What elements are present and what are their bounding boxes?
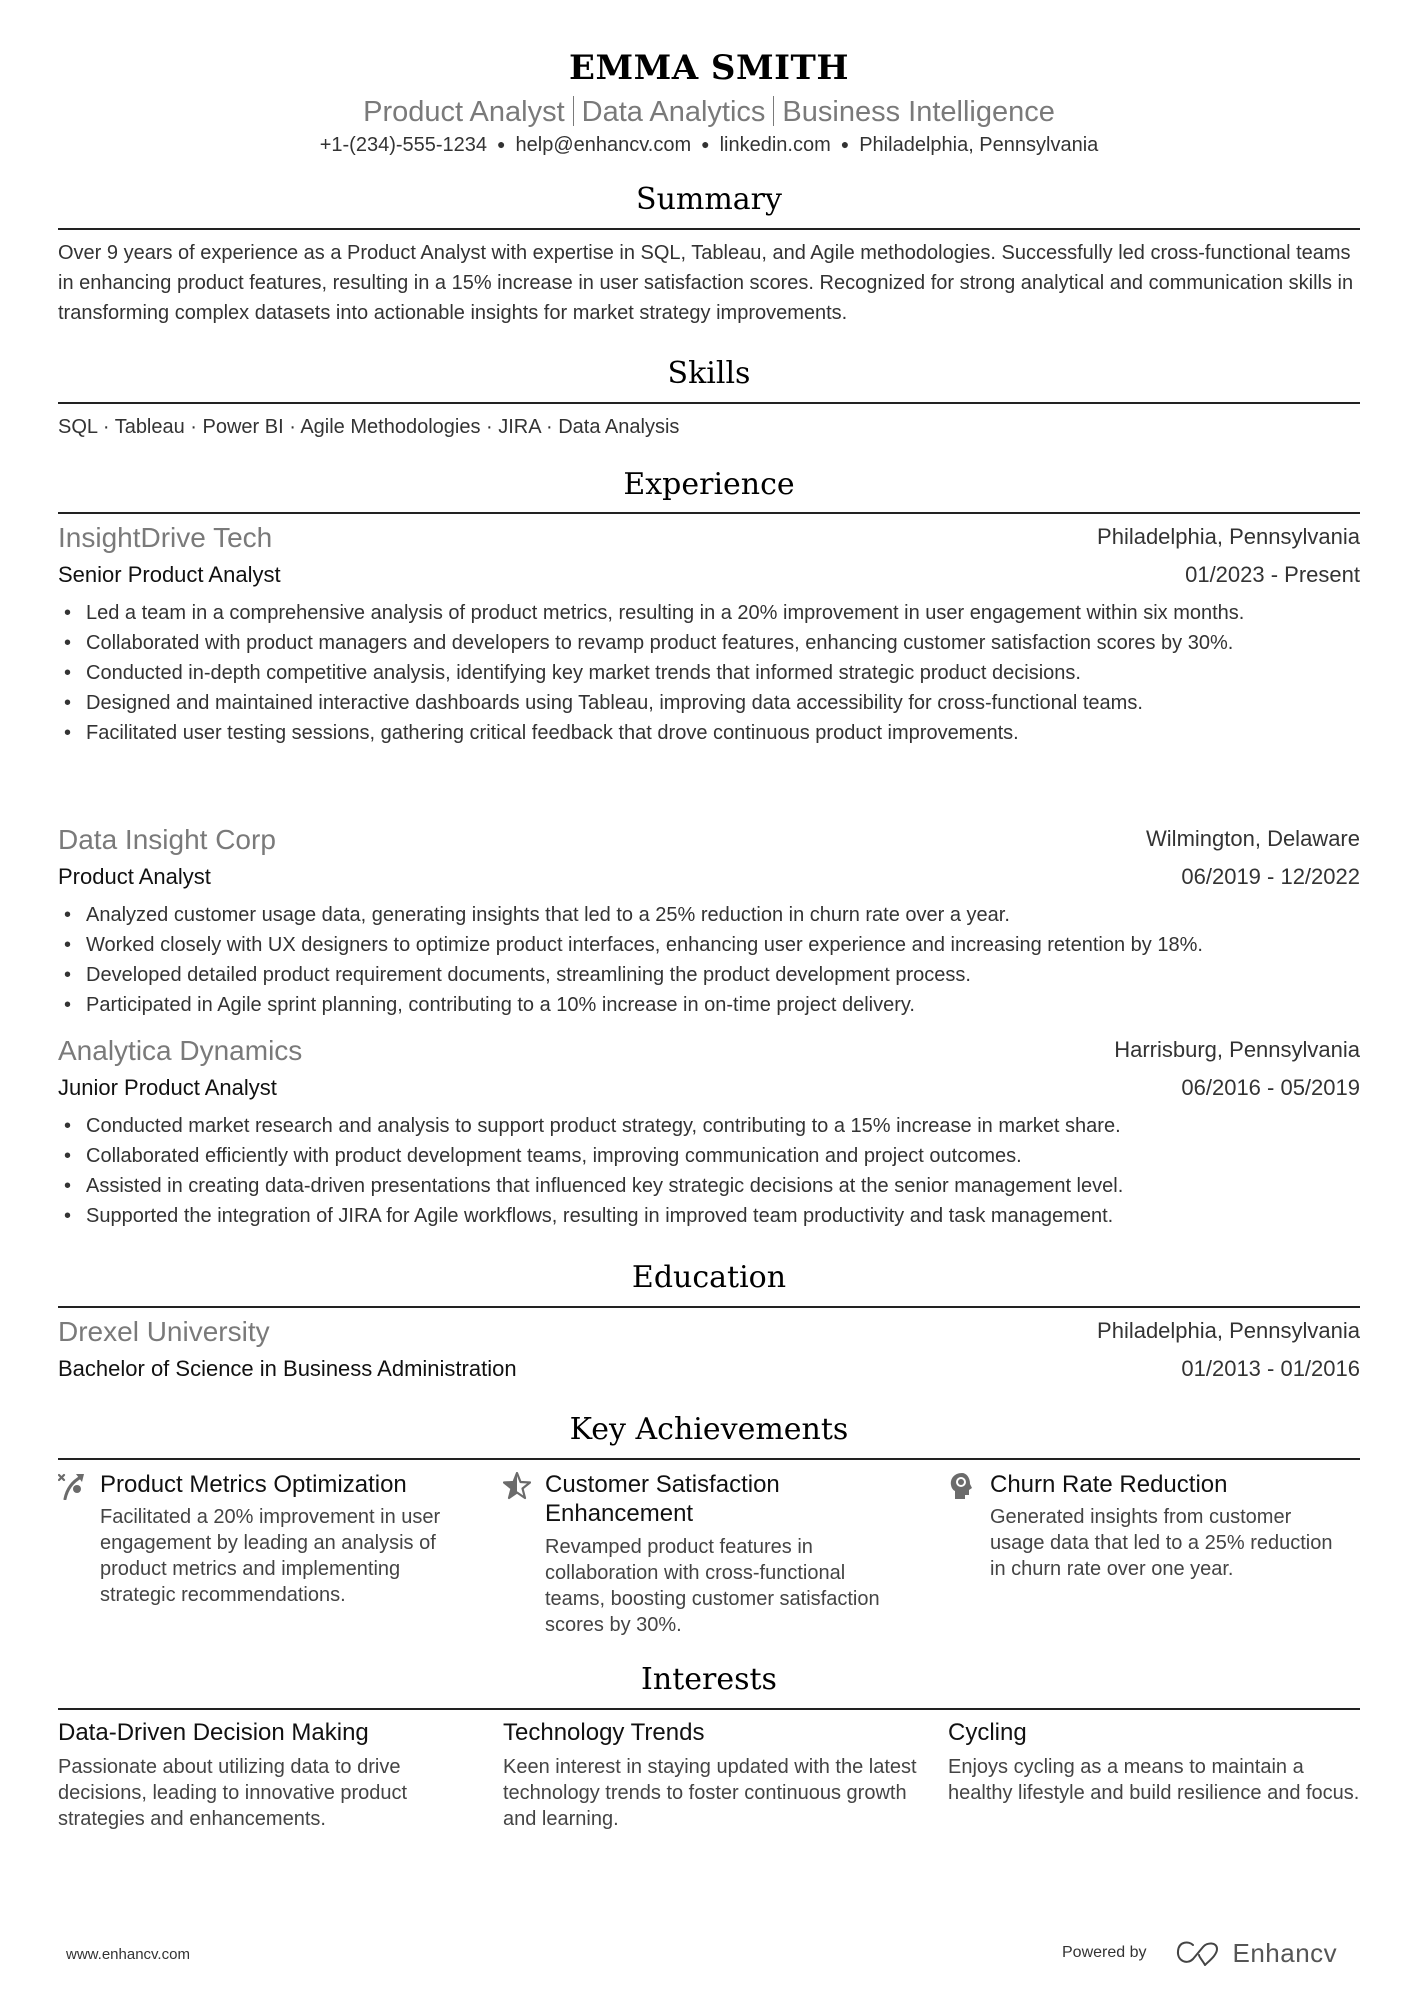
achievements-heading: Key Achievements	[569, 1412, 849, 1447]
achievement-title: Churn Rate Reduction	[990, 1471, 1228, 1498]
interest-title: Technology Trends	[503, 1719, 705, 1746]
job-location: Harrisburg, Pennsylvania	[1114, 1037, 1360, 1062]
bullet-item: • Worked closely with UX designers to optimize product interfaces, enhancing user experience and increasing retention by 18%.	[86, 930, 1388, 960]
achievement-description: Generated insights from customer usage data that led to a 25% reduction in churn rate over one year.	[990, 1506, 1333, 1580]
achievement-title: Customer Satisfaction Enhancement	[545, 1471, 780, 1527]
divider	[573, 96, 574, 126]
headline-title-1: Product Analyst	[363, 96, 565, 128]
interests-heading: Interests	[641, 1662, 777, 1697]
bullet-item: • Analyzed customer usage data, generating insights that led to a 25% reduction in churn rate over a year.	[86, 900, 1388, 930]
powered-by[interactable]	[1062, 1936, 1337, 1970]
education-heading: Education	[631, 1260, 787, 1295]
divider	[773, 96, 774, 126]
bullet-item: • Supported the integration of JIRA for Agile workflows, resulting in improved team productivity and task management.	[86, 1201, 1388, 1231]
bullet-item: • Collaborated efficiently with product development teams, improving communication and project outcomes.	[86, 1141, 1388, 1171]
job-bullets	[58, 598, 1388, 748]
location: Philadelphia, Pennsylvania	[859, 134, 1099, 156]
interest-item	[948, 1718, 1368, 1806]
powered-by-label: Powered by	[1062, 1944, 1147, 1961]
headline-title-3: Business Intelligence	[782, 96, 1055, 128]
linkedin-link[interactable]: linkedin.com	[719, 134, 831, 156]
bullet-item: • Conducted in-depth competitive analysis, identifying key market trends that informed strategic product decisions.	[86, 658, 1388, 688]
interest-description: Passionate about utilizing data to drive decisions, leading to innovative product strategies and enhancements.	[58, 1756, 408, 1830]
skills-list: SQL · Tableau · Power BI · Agile Methodologies · JIRA · Data Analysis	[58, 416, 680, 438]
achievement-title: Product Metrics Optimization	[100, 1471, 407, 1498]
job-bullets	[58, 900, 1388, 1020]
job-location: Wilmington, Delaware	[1146, 826, 1360, 851]
job-role: Junior Product Analyst	[58, 1075, 277, 1100]
job-role: Product Analyst	[58, 864, 211, 889]
phone[interactable]: +1-(234)-555-1234	[319, 134, 488, 156]
company-name: InsightDrive Tech	[58, 522, 273, 553]
interest-description: Enjoys cycling as a means to maintain a healthy lifestyle and build resilience and focus.	[948, 1756, 1360, 1804]
achievement-description: Facilitated a 20% improvement in user engagement by leading an analysis of product metrics and implementing strategic recommendations.	[100, 1506, 441, 1606]
degree: Bachelor of Science in Business Administration	[58, 1356, 517, 1381]
interest-title: Cycling	[948, 1719, 1027, 1746]
brand-name: Enhancv	[1232, 1937, 1338, 1968]
interest-title: Data-Driven Decision Making	[58, 1719, 369, 1746]
headline-title-2: Data Analytics	[581, 96, 766, 128]
bullet-item: • Developed detailed product requirement documents, streamlining the product development process.	[86, 960, 1388, 990]
company-name: Analytica Dynamics	[58, 1035, 303, 1066]
section-divider	[58, 402, 1360, 404]
website-link[interactable]: www.enhancv.com	[66, 1946, 190, 1963]
interest-item	[503, 1718, 923, 1832]
section-divider	[58, 1306, 1360, 1308]
skills-heading: Skills	[667, 356, 751, 391]
bullet-item: • Participated in Agile sprint planning, contributing to a 10% increase in on-time project delivery.	[86, 990, 1388, 1020]
section-divider	[58, 1458, 1360, 1460]
summary-text: Over 9 years of experience as a Product Analyst with expertise in SQL, Tableau, and Agile methodologies. Successfully led cross-functional teams in enhancing product features, resulting in a 15% increase in user satisfaction scores. Recognized for strong analytical and communication skills in transforming complex datasets into actionable insights for market strategy improvements.	[58, 242, 1354, 324]
section-divider	[58, 512, 1360, 514]
interest-item	[58, 1718, 478, 1832]
bullet-separator: ●	[840, 136, 850, 152]
bullet-item: • Collaborated with product managers and developers to revamp product features, enhancing customer satisfaction scores by 30%.	[86, 628, 1388, 658]
section-divider	[58, 228, 1360, 230]
bullet-item: • Assisted in creating data-driven presentations that influenced key strategic decisions at the senior management level.	[86, 1171, 1388, 1201]
job-dates: 06/2016 - 05/2019	[1181, 1075, 1360, 1100]
bullet-item: • Facilitated user testing sessions, gathering critical feedback that drove continuous product improvements.	[86, 718, 1388, 748]
achievement-description: Revamped product features in collaboration with cross-functional teams, boosting customer satisfaction scores by 30%.	[545, 1536, 880, 1636]
interest-description: Keen interest in staying updated with the latest technology trends to foster continuous growth and learning.	[503, 1756, 917, 1830]
job-location: Philadelphia, Pennsylvania	[1097, 524, 1360, 549]
education-dates: 01/2013 - 01/2016	[1181, 1356, 1360, 1381]
bullet-item: • Led a team in a comprehensive analysis of product metrics, resulting in a 20% improvement in user engagement within six months.	[86, 598, 1388, 628]
strategy-arrow-icon	[58, 1472, 86, 1500]
bullet-item: • Designed and maintained interactive dashboards using Tableau, improving data accessibility for cross-functional teams.	[86, 688, 1388, 718]
candidate-name: EMMA SMITH	[569, 48, 849, 88]
school-name: Drexel University	[58, 1316, 270, 1347]
school-location: Philadelphia, Pennsylvania	[1097, 1318, 1360, 1343]
job-bullets	[58, 1111, 1388, 1231]
star-icon	[503, 1472, 531, 1500]
job-role: Senior Product Analyst	[58, 562, 281, 587]
bullet-item: • Conducted market research and analysis to support product strategy, contributing to a 15% increase in market share.	[86, 1111, 1388, 1141]
enhancv-logo-icon	[1175, 1939, 1223, 1967]
bullet-separator: ●	[701, 136, 710, 152]
company-name: Data Insight Corp	[58, 824, 276, 855]
job-dates: 01/2023 - Present	[1185, 562, 1360, 587]
headline	[58, 96, 1360, 129]
section-divider	[58, 1708, 1360, 1710]
contact-line	[58, 134, 1360, 157]
head-idea-icon	[948, 1472, 976, 1500]
job-dates: 06/2019 - 12/2022	[1181, 864, 1360, 889]
experience-heading: Experience	[623, 467, 795, 502]
bullet-separator: ●	[497, 136, 506, 152]
summary-heading: Summary	[636, 182, 782, 217]
email-link[interactable]: help@enhancv.com	[515, 134, 692, 156]
